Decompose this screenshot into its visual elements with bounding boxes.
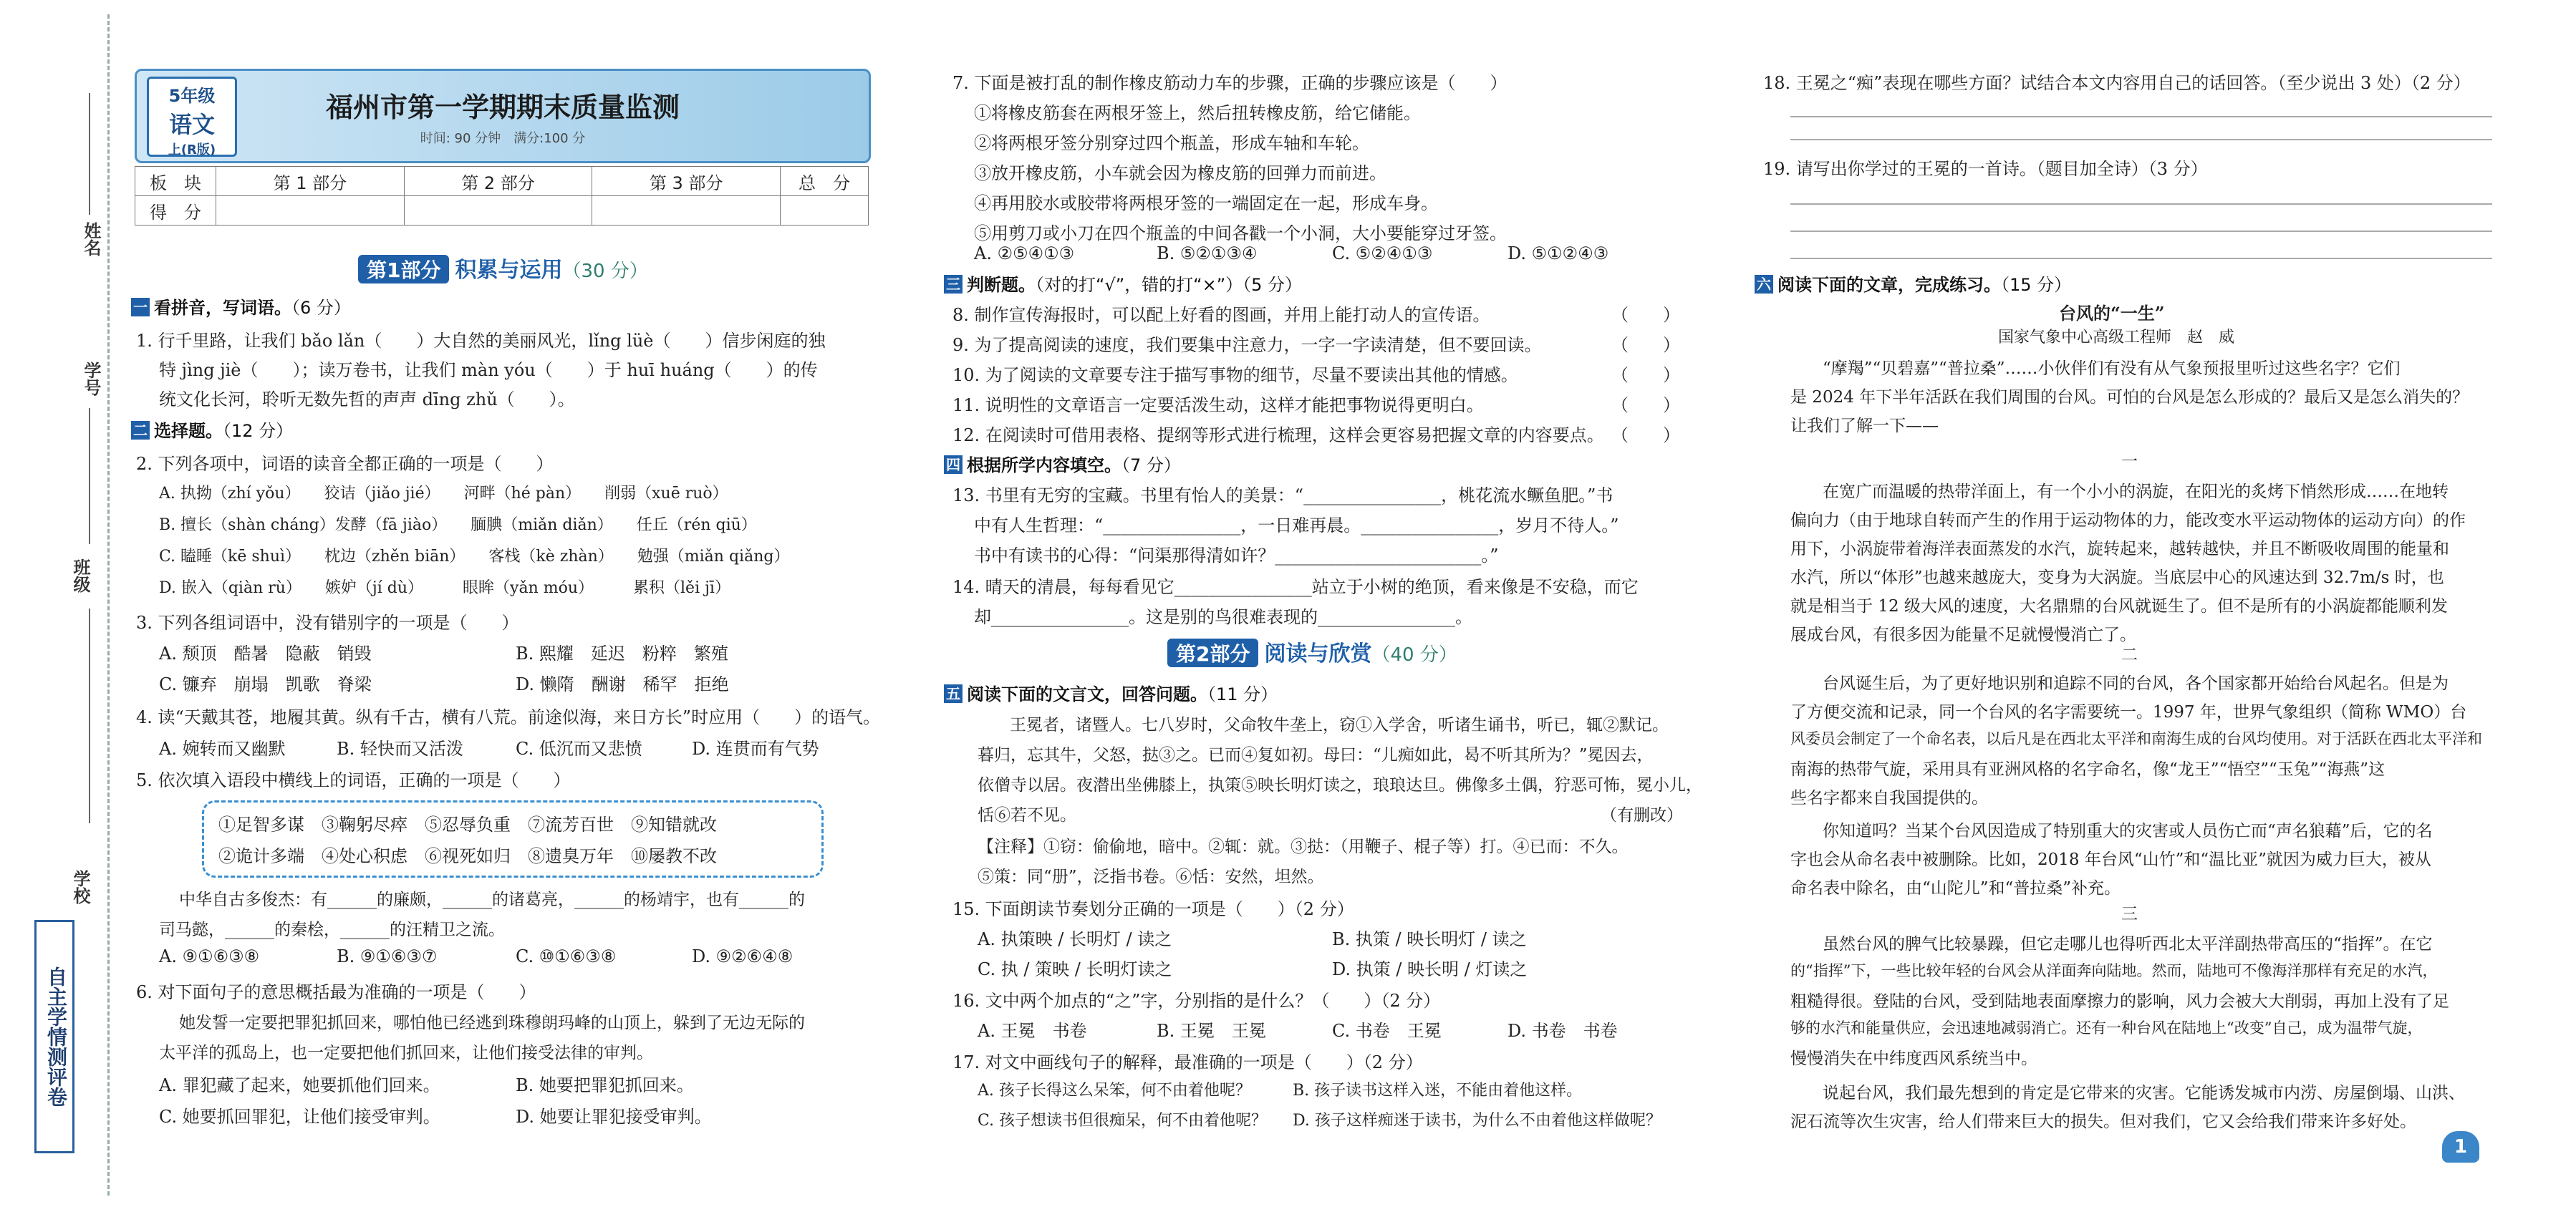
question-17-option[interactable]: B. 孩子读书这样入迷，不能由着他这样。	[1293, 1082, 1583, 1100]
judge-answer-paren[interactable]: （ ）	[1611, 425, 1680, 445]
question-5-stem: 5. 依次填入语段中横线上的词语，正确的一项是（ ）	[136, 770, 571, 790]
article-line: 偏向力（由于地球自转而产生的作用于运动物体的力，能改变水平运动物体的运动方向）的作	[1790, 511, 2466, 530]
part2-heading	[1167, 636, 1457, 669]
article-line: 命名表中除名，由“山陀儿”和“普拉桑”补充。	[1790, 879, 2121, 898]
score-input-cell[interactable]	[404, 196, 592, 226]
question-14-line[interactable]: 却________________。这是别的鸟很难表现的________________。	[974, 607, 1472, 627]
score-input-cell[interactable]	[781, 196, 869, 226]
section-1-heading	[131, 294, 351, 319]
article-section-number: 三	[2121, 905, 2138, 924]
article-line: 字也会从命名表中被删除。比如，2018 年台风“山竹”和“温比亚”就因为威力巨大，被从	[1790, 850, 2431, 869]
score-input-cell[interactable]	[592, 196, 781, 226]
answer-line[interactable]	[1790, 116, 2492, 117]
section-number: 五	[944, 684, 963, 703]
score-table	[135, 166, 869, 226]
question-19-stem: 19. 请写出你学过的王冕的一首诗。（题目加全诗）（3 分）	[1763, 159, 2208, 179]
article-line: 粗糙得很。登陆的台风，受到陆地表面摩擦力的影响，风力会被大大削弱，再加上没有了足	[1790, 992, 2449, 1011]
question-5-passage: 中华自古多俊杰：有______的廉颇，______的诸葛亮，______的杨靖宇，也有______的	[179, 891, 805, 909]
judge-answer-paren[interactable]: （ ）	[1611, 305, 1680, 325]
table-cell: 板 块	[135, 167, 216, 196]
section-title: 根据所学内容填空。	[967, 455, 1121, 475]
article-section-number: 二	[2121, 646, 2138, 664]
question-4-option[interactable]: D. 连贯而有气势	[692, 739, 819, 759]
part1-points: （30 分）	[562, 261, 648, 282]
student-id-write-line[interactable]	[89, 408, 90, 544]
article-line: 够的水汽和能量供应，会迅速地减弱消亡。还有一种台风在陆地上“改变”自己，成为温带气旋，	[1790, 1019, 2423, 1037]
question-6-option[interactable]: A. 罪犯藏了起来，她要抓他们回来。	[159, 1075, 440, 1095]
table-cell: 第 2 部分	[404, 167, 592, 196]
question-5-passage: 司马懿，______的秦桧，______的汪精卫之流。	[159, 921, 505, 939]
question-15-option[interactable]: A. 执策映 / 长明灯 / 读之	[978, 929, 1172, 949]
question-13-line[interactable]: 13. 书里有无穷的宝藏。书里有怡人的美景：“________________，桃花流水鳜鱼肥。”书	[952, 485, 1613, 505]
article-line: 展成台风，有很多因为能量不足就慢慢消亡了。	[1790, 626, 2136, 644]
section-title: 选择题。	[154, 421, 223, 441]
score-table-header-row	[135, 167, 869, 196]
article-line: 是 2024 年下半年活跃在我们周围的台风。可怕的台风是怎么形成的？最后又是怎么消失的？	[1790, 388, 2469, 407]
judge-item: 10. 为了阅读的文章要专注于描写事物的细节，尽量不要读出其他的情感。	[952, 365, 1518, 385]
classic-text-line: 王冕者，诸暨人。七八岁时，父命牧牛垄上，窃①入学舍，听诸生诵书，听已，辄②默记。	[1010, 716, 1669, 735]
article-line: 慢慢消失在中纬度西风系统当中。	[1790, 1050, 2037, 1068]
section-5-heading	[944, 680, 1278, 705]
section-points: （7 分）	[1121, 455, 1181, 475]
question-4-option[interactable]: B. 轻快而又活泼	[337, 739, 463, 759]
section-number: 三	[944, 275, 963, 294]
question-4-stem: 4. 读“天戴其苍，地履其黄。纵有千古，横有八荒。前途似海，来日方长”时应用（ ）的语气。	[136, 707, 881, 727]
question-7-stem: 7. 下面是被打乱的制作橡皮筋动力车的步骤，正确的步骤应该是（ ）	[952, 73, 1508, 93]
question-7-step: ④再用胶水或胶带将两根牙签的一端固定在一起，形成车身。	[974, 193, 1438, 213]
question-16-option[interactable]: A. 王冕 书卷	[978, 1021, 1087, 1041]
part1-title: 积累与运用	[455, 258, 563, 283]
judge-answer-paren[interactable]: （ ）	[1611, 395, 1680, 415]
question-2-stem: 2. 下列各项中，词语的读音全都正确的一项是（ ）	[136, 454, 554, 474]
table-cell: 总 分	[781, 167, 869, 196]
question-2-option[interactable]: D. 嵌入（qiàn rù） 嫉妒（jí dù） 眼眸（yǎn móu） 累积（lěi jī）	[159, 579, 730, 597]
class-write-line[interactable]	[89, 609, 90, 823]
question-3-option[interactable]: A. 颓顶 酷暑 隐蔽 销毁	[159, 644, 372, 664]
question-7-option[interactable]: B. ⑤②①③④	[1157, 243, 1258, 263]
article-line: 台风诞生后，为了更好地识别和追踪不同的台风，各个国家都开始给台风起名。但是为	[1823, 674, 2449, 693]
classic-text-line: 暮归，忘其牛，父怒，挞③之。已而④复如初。母曰：“儿痴如此，曷不听其所为？”冕因去，	[978, 746, 1654, 765]
answer-line[interactable]	[1790, 231, 2492, 232]
question-16-option[interactable]: D. 书卷 书卷	[1508, 1021, 1618, 1041]
part2-tag: 第2部分	[1167, 639, 1258, 667]
section-points: （6 分）	[291, 298, 351, 318]
judge-item: 11. 说明性的文章语言一定要活泼生动，这样才能把事物说得更明白。	[952, 395, 1484, 415]
section-points: （12 分）	[223, 421, 294, 441]
question-5-option[interactable]: B. ⑨①⑥③⑦	[337, 946, 438, 966]
name-label: 姓名	[81, 222, 102, 256]
article-line: 风委员会制定了一个命名表，以后凡是在西北太平洋和南海生成的台风均使用。对于活跃在西北太平洋和	[1790, 730, 2482, 747]
brand-logo: 自主学情测评卷	[34, 920, 74, 1153]
judge-item: 12. 在阅读时可借用表格、提纲等形式进行梳理，这样会更容易把握文章的内容要点。	[952, 425, 1604, 445]
section-hint: （对的打“√”，错的打“×”）	[1036, 275, 1243, 295]
article-line: 南海的热带气旋，采用具有亚洲风格的名字命名，像“龙王”“悟空”“玉兔”“海燕”这	[1790, 760, 2386, 779]
table-cell: 得 分	[135, 196, 216, 226]
section-title: 阅读下面的文言文，回答问题。	[967, 684, 1207, 704]
question-3-stem: 3. 下列各组词语中，没有错别字的一项是（ ）	[136, 613, 519, 633]
judge-answer-paren[interactable]: （ ）	[1611, 335, 1680, 355]
part1-heading	[358, 252, 648, 285]
question-7-step: ①将橡皮筋套在两根牙签上，然后扭转橡皮筋，给它储能。	[974, 103, 1421, 123]
subject-text: 语文	[168, 111, 215, 138]
section-number: 六	[1755, 275, 1773, 294]
question-16-option[interactable]: B. 王冕 王冕	[1157, 1021, 1266, 1041]
question-3-option[interactable]: C. 镰弃 崩塌 凯歌 脊梁	[159, 674, 372, 694]
article-line: 的“指挥”下，一些比较年轻的台风会从洋面奔向陆地。然而，陆地可不像海洋那样有充足的水汽，	[1790, 962, 2438, 979]
section-title: 看拼音，写词语。	[154, 298, 291, 318]
article-author: 国家气象中心高级工程师 赵 威	[1998, 329, 2235, 346]
question-15-stem: 15. 下面朗读节奏划分正确的一项是（ ）（2 分）	[952, 899, 1354, 919]
judge-answer-paren[interactable]: （ ）	[1611, 365, 1680, 385]
question-5-option[interactable]: A. ⑨①⑥③⑧	[159, 946, 260, 966]
question-7-option[interactable]: C. ⑤②④①③	[1332, 243, 1433, 263]
question-3-option[interactable]: D. 懒隋 酬谢 稀罕 拒绝	[516, 674, 729, 694]
question-5-option[interactable]: D. ⑨②⑥④⑧	[692, 946, 793, 966]
question-17-option[interactable]: D. 孩子这样痴迷于读书，为什么不由着他这样做呢？	[1293, 1112, 1661, 1130]
fold-line	[107, 14, 110, 1196]
question-4-option[interactable]: C. 低沉而又悲愤	[516, 739, 642, 759]
question-7-step: ②将两根牙签分别穿过四个瓶盖，形成车轴和车轮。	[974, 133, 1369, 153]
section-2-heading	[131, 417, 293, 442]
question-2-option[interactable]: B. 擅长（shàn cháng）发酵（fā jiào） 腼腆（miǎn diǎn） 任丘（rén qiū）	[159, 516, 757, 534]
question-6-passage: 她发誓一定要把罪犯抓回来，哪怕他已经逃到珠穆朗玛峰的山顶上，躲到了无边无际的	[179, 1014, 805, 1032]
answer-line[interactable]	[1790, 203, 2492, 205]
question-1-line: 特 jìng jiè（ ）；读万卷书，让我们 màn yóu（ ）于 huī huáng（ ）的传	[159, 360, 818, 380]
answer-line[interactable]	[1790, 139, 2492, 140]
page-number: 1	[2442, 1131, 2479, 1163]
table-cell: 第 3 部分	[592, 167, 781, 196]
article-line: 你知道吗？当某个台风因造成了特别重大的灾害或人员伤亡而“声名狼藉”后，它的名	[1823, 822, 2433, 840]
question-6-option[interactable]: C. 她要抓回罪犯，让他们接受审判。	[159, 1107, 440, 1127]
section-3-heading	[944, 271, 1302, 296]
article-section-number: 一	[2121, 452, 2138, 471]
article-line: 在宽广而温暖的热带洋面上，有一个小小的涡旋，在阳光的炙烤下悄然形成……在地转	[1823, 483, 2449, 501]
question-2-option[interactable]: C. 瞌睡（kē shuì） 枕边（zhěn biān） 客栈（kè zhàn） 勉强（miǎn qiǎng）	[159, 548, 790, 566]
exam-subtitle: 时间: 90 分钟 满分:100 分	[420, 131, 586, 146]
section-points: （5 分）	[1243, 275, 1303, 295]
part2-points: （40 分）	[1371, 644, 1457, 666]
article-line: 了方便交流和记录，同一个台风的名字需要统一。1997 年，世界气象组织（简称 WMO）台	[1790, 703, 2467, 722]
word-options-row: ②诡计多端 ④处心积虑 ⑥视死如归 ⑧遗臭万年 ⑩屡教不改	[218, 846, 717, 866]
article-title: 台风的“一生”	[2059, 303, 2165, 324]
part1-tag: 第1部分	[358, 255, 449, 283]
judge-item: 8. 制作宣传海报时，可以配上好看的图画，并用上能打动人的宣传语。	[952, 305, 1490, 325]
score-input-cell[interactable]	[216, 196, 405, 226]
score-table-score-row	[135, 196, 869, 226]
question-15-option[interactable]: B. 执策 / 映长明灯 / 读之	[1332, 929, 1527, 949]
classic-text-line: 依僧寺以居。夜潜出坐佛膝上，执策⑤映长明灯读之，琅琅达旦。佛像多土偶，狞恶可怖，冕小儿，	[978, 776, 1702, 795]
question-2-option[interactable]: A. 执拗（zhí yǒu） 狡诘（jiǎo jié） 河畔（hé pàn） 削弱（xuē ruò）	[159, 485, 728, 503]
section-title: 阅读下面的文章，完成练习。	[1777, 275, 2001, 295]
question-17-option[interactable]: C. 孩子想读书但很痴呆，何不由着他呢？	[978, 1112, 1268, 1130]
section-points: （11 分）	[1207, 684, 1278, 704]
student-id-label: 学号	[81, 362, 102, 396]
question-1-line: 统文化长河，聆听无数先哲的声声 dīng zhǔ（ ）。	[159, 389, 575, 409]
question-16-stem: 16. 文中两个加点的“之”字，分别指的是什么？（ ）（2 分）	[952, 991, 1441, 1011]
question-6-passage: 太平洋的孤岛上，也一定要把他们抓回来，让他们接受法律的审判。	[159, 1044, 653, 1062]
section-number: 一	[131, 298, 150, 316]
question-13-line[interactable]: 书中有读书的心得：“问渠那得清如许？________________________。”	[974, 546, 1499, 566]
question-7-option[interactable]: A. ②⑤④①③	[974, 243, 1075, 263]
article-line: 泥石流等次生灾害，给人们带来巨大的损失。但对我们，它又会给我们带来许多好处。	[1790, 1113, 2416, 1131]
question-15-option[interactable]: C. 执 / 策映 / 长明灯读之	[978, 959, 1172, 979]
question-14-line[interactable]: 14. 晴天的清晨，每每看见它________________站立于小树的绝顶，看来像是不安稳，而它	[952, 577, 1639, 597]
section-4-heading	[944, 451, 1181, 476]
question-4-option[interactable]: A. 婉转而又幽默	[159, 739, 286, 759]
section-number: 四	[944, 455, 963, 474]
question-17-option[interactable]: A. 孩子长得这么呆笨，何不由着他呢？	[978, 1082, 1251, 1100]
exam-header	[135, 69, 871, 163]
question-5-option[interactable]: C. ⑩①⑥③⑧	[516, 946, 617, 966]
question-17-stem: 17. 对文中画线句子的解释，最准确的一项是（ ）（2 分）	[952, 1052, 1423, 1072]
question-7-step: ③放开橡皮筋，小车就会因为橡皮筋的回弹力而前进。	[974, 163, 1386, 183]
section-title: 判断题。	[967, 275, 1036, 295]
question-16-option[interactable]: C. 书卷 王冕	[1332, 1021, 1442, 1041]
question-18-stem: 18. 王冕之“痴”表现在哪些方面？试结合本文内容用自己的话回答。（至少说出 3 处）（2 分）	[1763, 73, 2471, 93]
question-6-stem: 6. 对下面句子的意思概括最为准确的一项是（ ）	[136, 982, 536, 1002]
article-line: 让我们了解一下——	[1790, 417, 1939, 435]
article-line: 些名字都来自我国提供的。	[1790, 789, 1988, 808]
question-13-line[interactable]: 中有人生哲理：“________________，一日难再晨。________________，岁月不待人。”	[974, 515, 1619, 535]
section-points: （15 分）	[2001, 275, 2072, 295]
article-line: 就是相当于 12 级大风的速度，大名鼎鼎的台风就诞生了。但不是所有的小涡旋都能顺利发	[1790, 597, 2448, 616]
question-3-option[interactable]: B. 熙耀 延迟 粉粹 繁殖	[516, 644, 728, 664]
table-cell: 第 1 部分	[216, 167, 405, 196]
annotation-line: ⑤策：同“册”，泛指书卷。⑥恬：安然，坦然。	[978, 868, 1324, 886]
section-number: 二	[131, 421, 150, 440]
section-6-heading	[1755, 271, 2071, 296]
question-7-option[interactable]: D. ⑤①②④③	[1508, 243, 1609, 263]
annotation-line: 【注释】①窃：偷偷地，暗中。②辄：就。③挞：（用鞭子、棍子等）打。④已而：不久。	[978, 838, 1629, 856]
judge-item: 9. 为了提高阅读的速度，我们要集中注意力，一字一字读清楚，但不要回读。	[952, 335, 1542, 355]
article-line: 说起台风，我们最先想到的肯定是它带来的灾害。它能诱发城市内涝、房屋倒塌、山洪、	[1823, 1084, 2465, 1102]
article-line: 水汽，所以“体形”也越来越庞大，变身为大涡旋。当底层中心的风速达到 32.7m/s 时，也	[1790, 568, 2444, 587]
school-label: 学校	[70, 870, 91, 904]
question-1-line: 1. 行千里路，让我们 bǎo lǎn（ ）大自然的美丽风光，lǐng lüè（ ）信步闲庭的独	[136, 331, 826, 351]
exam-title: 福州市第一学期期末质量监测	[325, 92, 680, 123]
question-15-option[interactable]: D. 执策 / 映长明 / 灯读之	[1332, 959, 1528, 979]
source-note: （有删改）	[1601, 806, 1683, 825]
question-7-step: ⑤用剪刀或小刀在四个瓶盖的中间各戳一个小洞，大小要能穿过牙签。	[974, 223, 1507, 243]
question-6-option[interactable]: B. 她要把罪犯抓回来。	[516, 1075, 694, 1095]
name-write-line[interactable]	[89, 93, 90, 215]
word-options-row: ①足智多谋 ③鞠躬尽瘁 ⑤忍辱负重 ⑦流芳百世 ⑨知错就改	[218, 815, 717, 835]
class-label: 班级	[70, 558, 91, 593]
grade-text: 5年级	[168, 86, 216, 106]
answer-line[interactable]	[1790, 258, 2492, 259]
question-6-option[interactable]: D. 她要让罪犯接受审判。	[516, 1107, 712, 1127]
part2-title: 阅读与欣赏	[1264, 641, 1372, 666]
article-line: 用下，小涡旋带着海洋表面蒸发的水汽，旋转起来，越转越快，并且不断吸收周围的能量和	[1790, 540, 2449, 558]
article-line: “摩羯”“贝碧嘉”“普拉桑”……小伙伴们有没有从气象预报里听过这些名字？它们	[1823, 359, 2401, 378]
classic-text-line: 恬⑥若不见。	[978, 806, 1076, 825]
article-line: 虽然台风的脾气比较暴躁，但它走哪儿也得听西北太平洋副热带高压的“指挥”。在它	[1823, 935, 2433, 954]
edition-text: 上(R版)	[168, 142, 216, 157]
